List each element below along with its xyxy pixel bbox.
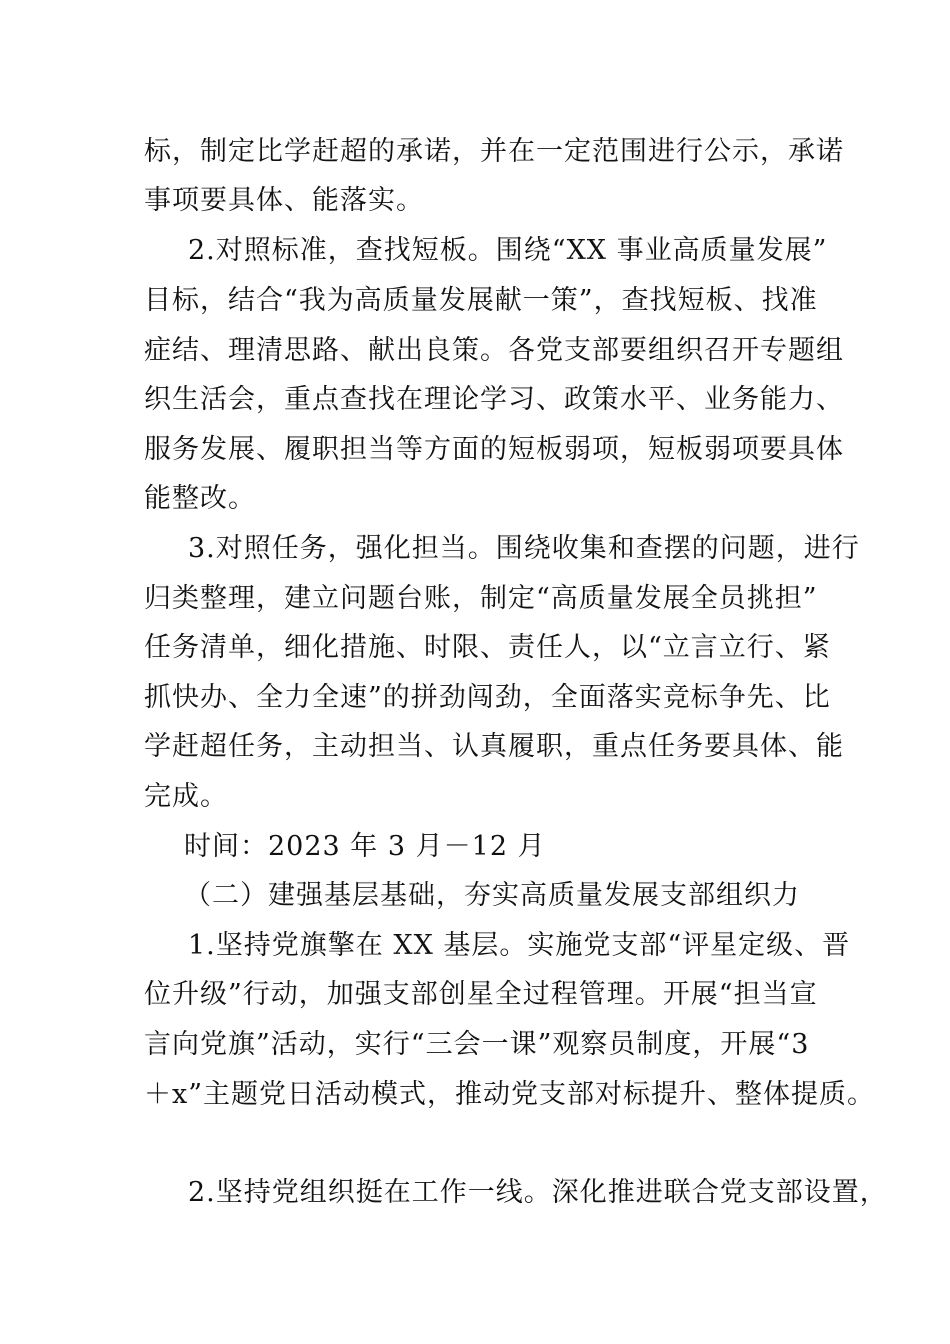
text-line: 学赶超任务，主动担当、认真履职，重点任务要具体、能 [144, 731, 844, 762]
text-line: 完成。 [144, 781, 228, 812]
text-line: 能整改。 [144, 483, 256, 514]
text-line: 标，制定比学赶超的承诺，并在一定范围进行公示，承诺 [144, 136, 844, 167]
time-line: 时间：2023 年 3 月－12 月 [184, 831, 546, 862]
text-line: 目标，结合“我为高质量发展献一策”，查找短板、找准 [144, 285, 818, 316]
text-line: 位升级”行动，加强支部创星全过程管理。开展“担当宣 [144, 979, 818, 1010]
text-line: 言向党旗”活动，实行“三会一课”观察员制度，开展“3 [144, 1029, 810, 1060]
text-line: 织生活会，重点查找在理论学习、政策水平、业务能力、 [144, 384, 844, 415]
text-line: 归类整理，建立问题台账，制定“高质量发展全员挑担” [144, 583, 818, 614]
text-line: 抓快办、全力全速”的拼劲闯劲，全面落实竞标争先、比 [144, 682, 831, 713]
paragraph-start-line: 2.对照标准，查找短板。围绕“XX 事业高质量发展” [188, 235, 828, 266]
paragraph-start-line: 3.对照任务，强化担当。围绕收集和查摆的问题，进行 [188, 533, 860, 564]
text-line: ＋x”主题党日活动模式，推动党支部对标提升、整体提质。 [144, 1079, 876, 1110]
text-line: 事项要具体、能落实。 [144, 185, 424, 216]
paragraph-start-line: 2.坚持党组织挺在工作一线。深化推进联合党支部设置， [188, 1177, 888, 1208]
paragraph-start-line: 1.坚持党旗擎在 XX 基层。实施党支部“评星定级、晋 [188, 930, 851, 961]
text-line: 服务发展、履职担当等方面的短板弱项，短板弱项要具体 [144, 434, 844, 465]
text-line: 症结、理清思路、献出良策。各党支部要组织召开专题组 [144, 335, 844, 366]
text-line: 任务清单，细化措施、时限、责任人，以“立言立行、紧 [144, 632, 831, 663]
section-heading: （二）建强基层基础，夯实高质量发展支部组织力 [184, 880, 800, 911]
